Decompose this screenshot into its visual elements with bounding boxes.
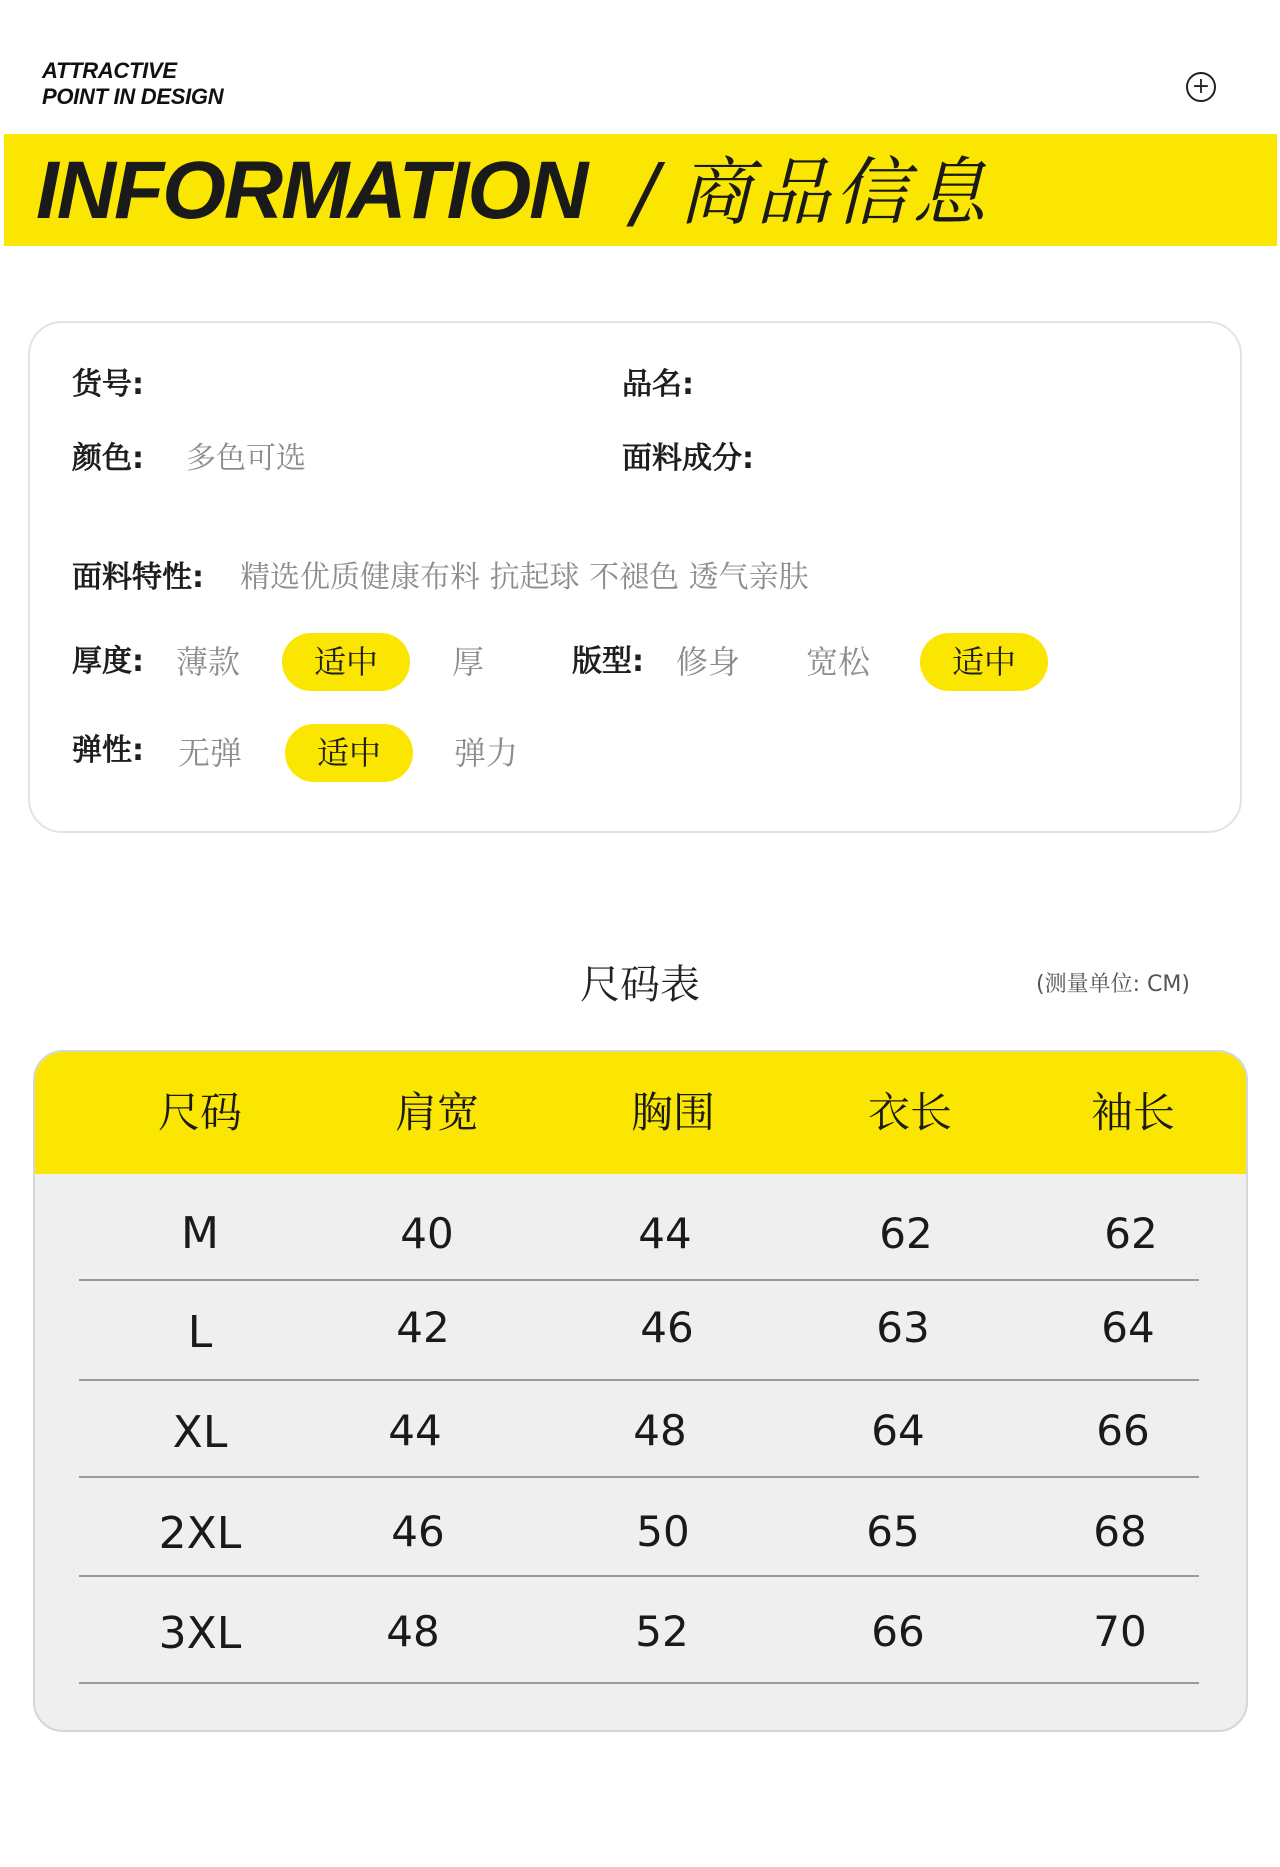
table-cell-chest: 52 [635, 1607, 689, 1656]
tagline [42, 58, 223, 110]
fit-label: 版型: [572, 644, 644, 679]
size-table [33, 1050, 1248, 1732]
table-cell-length: 62 [879, 1209, 933, 1258]
thickness-option-medium-selected: 适中 [282, 633, 410, 691]
banner-title-zh: 商品信息 [678, 150, 990, 236]
fit-option-loose: 宽松 [806, 643, 871, 681]
row-divider [79, 1379, 1199, 1381]
row-divider [79, 1682, 1199, 1684]
header-chest: 胸围 [630, 1088, 715, 1137]
banner-separator: / [632, 148, 659, 238]
thickness-option-thick: 厚 [452, 643, 485, 681]
fit-option-slim: 修身 [676, 643, 741, 681]
thickness-label: 厚度: [72, 644, 144, 679]
row-divider [79, 1575, 1199, 1577]
tagline-line-1: ATTRACTIVE [42, 58, 177, 83]
table-cell-shoulder: 44 [388, 1406, 442, 1455]
table-cell-length: 63 [876, 1303, 930, 1352]
size-chart-title: 尺码表 [580, 962, 700, 1008]
table-cell-size: 2XL [158, 1508, 242, 1559]
header-size: 尺码 [157, 1088, 242, 1137]
table-cell-chest: 50 [636, 1507, 690, 1556]
table-cell-chest: 44 [638, 1209, 692, 1258]
table-cell-size: M [181, 1208, 219, 1259]
table-cell-shoulder: 46 [391, 1507, 445, 1556]
measurement-unit-note: (测量单位: CM) [1036, 972, 1190, 997]
tagline-line-2: POINT IN DESIGN [42, 84, 224, 109]
fabric-composition-label: 面料成分: [622, 441, 754, 476]
table-cell-sleeve: 64 [1101, 1303, 1155, 1352]
table-cell-shoulder: 42 [396, 1303, 450, 1352]
table-cell-chest: 46 [640, 1303, 694, 1352]
elasticity-label: 弹性: [72, 733, 144, 768]
color-value: 多色可选 [186, 441, 306, 476]
table-cell-shoulder: 40 [400, 1209, 454, 1258]
header-length: 衣长 [867, 1088, 952, 1137]
table-cell-sleeve: 66 [1096, 1406, 1150, 1455]
fit-option-medium-selected: 适中 [920, 633, 1048, 691]
elasticity-option-none: 无弹 [178, 734, 243, 772]
header-sleeve: 袖长 [1090, 1088, 1175, 1137]
color-label: 颜色: [72, 441, 144, 476]
table-cell-shoulder: 48 [386, 1607, 440, 1656]
header-shoulder: 肩宽 [394, 1088, 479, 1137]
table-cell-size: L [187, 1307, 213, 1358]
product-name-label: 品名: [622, 367, 694, 402]
item-no-label: 货号: [72, 367, 144, 402]
thickness-option-thin: 薄款 [176, 643, 241, 681]
table-cell-sleeve: 70 [1093, 1607, 1147, 1656]
plus-circle-icon[interactable]: + [1186, 72, 1216, 102]
table-cell-length: 64 [871, 1406, 925, 1455]
table-cell-length: 66 [871, 1607, 925, 1656]
table-cell-size: XL [172, 1407, 228, 1458]
table-cell-sleeve: 68 [1093, 1507, 1147, 1556]
fabric-feature-label: 面料特性: [72, 560, 204, 595]
size-table-header [35, 1052, 1246, 1174]
elasticity-option-stretch: 弹力 [454, 734, 519, 772]
row-divider [79, 1476, 1199, 1478]
table-cell-chest: 48 [633, 1406, 687, 1455]
banner-title-en: INFORMATION [36, 145, 587, 236]
table-cell-sleeve: 62 [1104, 1209, 1158, 1258]
elasticity-option-medium-selected: 适中 [285, 724, 413, 782]
table-cell-length: 65 [866, 1507, 920, 1556]
fabric-feature-value: 精选优质健康布料 抗起球 不褪色 透气亲肤 [240, 560, 809, 595]
row-divider [79, 1279, 1199, 1281]
table-cell-size: 3XL [158, 1608, 242, 1659]
